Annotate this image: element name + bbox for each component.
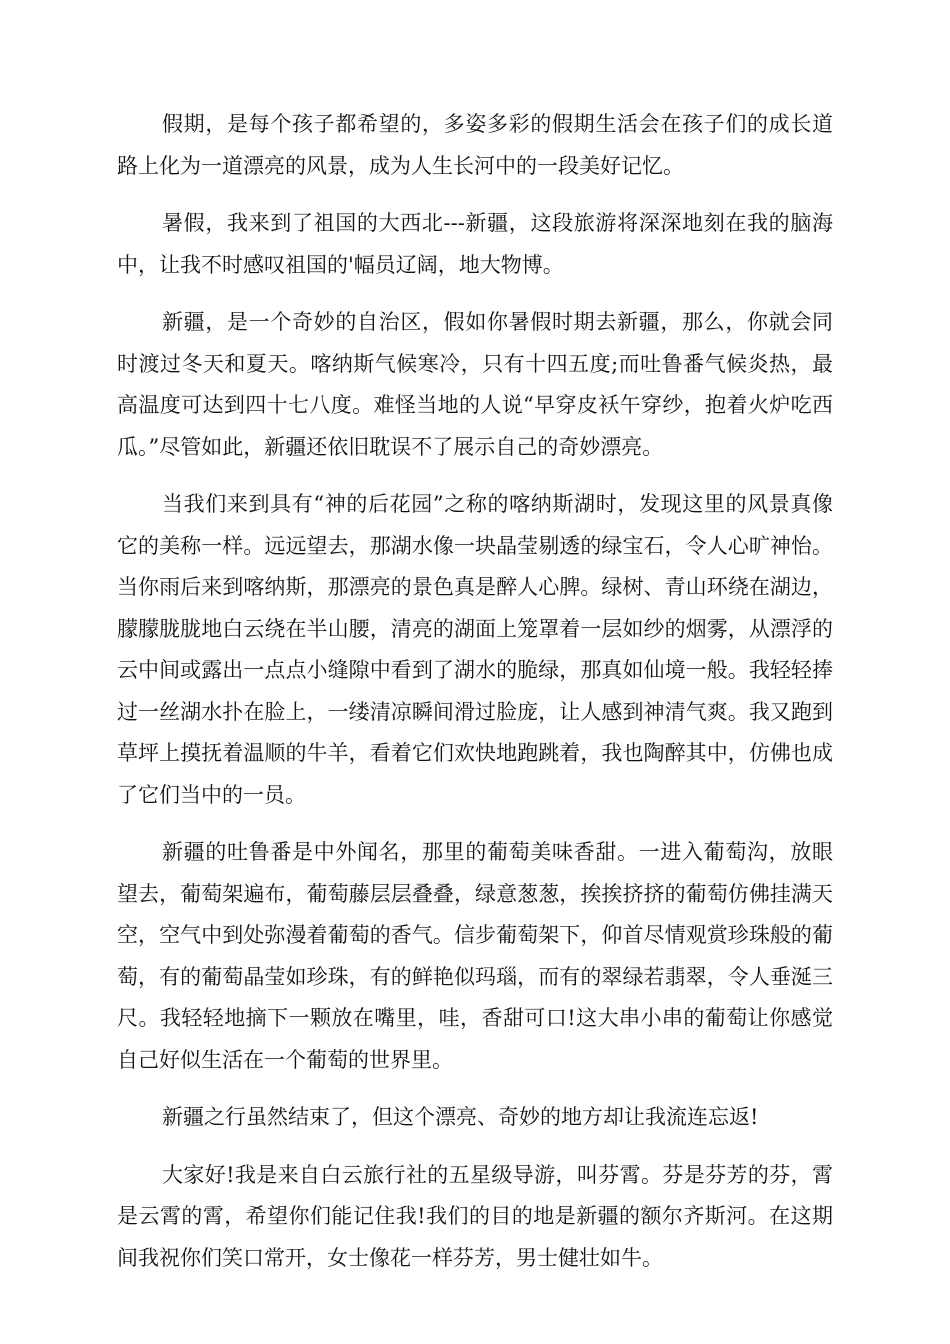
document-body [117, 104, 833, 1295]
paragraph-7: 大家好!我是来自白云旅行社的五星级导游，叫芬霄。芬是芬芳的芬，霄是云霄的霄，希望你们能记住我!我们的目的地是新疆的额尔齐斯河。在这期间我祝你们笑口常开，女士像花一样芬芳，男士健壮如牛。 [117, 1162, 833, 1270]
paragraph-4: 当我们来到具有“神的后花园”之称的喀纳斯湖时，发现这里的风景真像它的美称一样。远远望去，那湖水像一块晶莹剔透的绿宝石，令人心旷神怡。当你雨后来到喀纳斯，那漂亮的景色真是醉人心脾。绿树、青山环绕在湖边，朦朦胧胧地白云绕在半山腰，清亮的湖面上笼罩着一层如纱的烟雾，从漂浮的云中间或露出一点点小缝隙中看到了湖水的脆绿，那真如仙境一般。我轻轻捧过一丝湖水扑在脸上，一缕清凉瞬间滑过脸庞，让人感到神清气爽。我又跑到草坪上摸抚着温顺的牛羊，看着它们欢快地跑跳着，我也陶醉其中，仿佛也成了它们当中的一员。 [117, 492, 833, 807]
paragraph-2: 暑假，我来到了祖国的大西北---新疆，这段旅游将深深地刻在我的脑海中，让我不时感叹祖国的'幅员辽阔，地大物博。 [117, 211, 833, 277]
paragraph-6: 新疆之行虽然结束了，但这个漂亮、奇妙的地方却让我流连忘返! [162, 1105, 759, 1129]
paragraph-1: 假期，是每个孩子都希望的，多姿多彩的假期生活会在孩子们的成长道路上化为一道漂亮的风景，成为人生长河中的一段美好记忆。 [117, 112, 833, 178]
paragraph-5: 新疆的吐鲁番是中外闻名，那里的葡萄美味香甜。一进入葡萄沟，放眼望去，葡萄架遍布，葡萄藤层层叠叠，绿意葱葱，挨挨挤挤的葡萄仿佛挂满天空，空气中到处弥漫着葡萄的香气。信步葡萄架下，仰首尽情观赏珍珠般的葡萄，有的葡萄晶莹如珍珠，有的鲜艳似玛瑙，而有的翠绿若翡翠，令人垂涎三尺。我轻轻地摘下一颗放在嘴里，哇，香甜可口!这大串小串的葡萄让你感觉自己好似生活在一个葡萄的世界里。 [117, 840, 833, 1072]
paragraph-3: 新疆，是一个奇妙的自治区，假如你暑假时期去新疆，那么，你就会同时渡过冬天和夏天。喀纳斯气候寒冷，只有十四五度;而吐鲁番气候炎热，最高温度可达到四十七八度。难怪当地的人说“早穿皮袄午穿纱，抱着火炉吃西瓜。”尽管如此，新疆还依旧耽误不了展示自己的奇妙漂亮。 [117, 310, 833, 459]
